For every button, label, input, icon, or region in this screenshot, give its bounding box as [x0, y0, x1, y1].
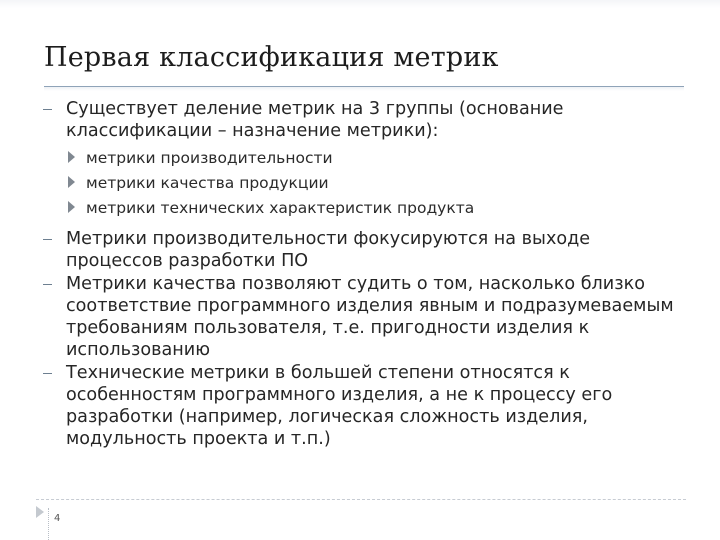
dash-bullet-icon [43, 373, 52, 374]
slide-body [43, 98, 683, 450]
triangle-bullet-icon [68, 201, 75, 213]
sub-bullet-text: метрики технических характеристик продукта [86, 199, 475, 217]
dash-bullet-icon [43, 109, 52, 110]
bullet-text: Существует деление метрик на 3 группы (основание классификации – назначение метрики): [66, 99, 564, 141]
bullet-text: Метрики качества позволяют судить о том, насколько близко соответствие программного изделия явным и подразумеваемым требованиям пользователя, т.е. пригодности изделия к использованию [66, 274, 674, 360]
footer-vertical-rule [48, 508, 49, 540]
sub-bullet-item [66, 171, 683, 196]
slide-title: Первая классификация метрик [44, 42, 499, 73]
footer-divider [36, 499, 686, 500]
footer-arrow-icon [36, 506, 44, 518]
sub-bullet-item [66, 146, 683, 171]
sub-bullet-text: метрики производительности [86, 149, 333, 167]
bullet-item-quality [43, 273, 683, 361]
bullet-item-technical [43, 362, 683, 450]
bullet-text: Технические метрики в большей степени относятся к особенностям программного изделия, а не к процессу его разработки (например, логическая сложность изделия, модульность проекта и т.п.) [66, 363, 613, 449]
sub-bullet-text: метрики качества продукции [86, 174, 329, 192]
dash-bullet-icon [43, 239, 52, 240]
triangle-bullet-icon [68, 151, 75, 163]
triangle-bullet-icon [68, 176, 75, 188]
title-divider-shadow [44, 87, 684, 91]
sub-bullet-item [66, 196, 683, 221]
sub-bullet-list [66, 146, 683, 221]
dash-bullet-icon [43, 284, 52, 285]
bullet-item-productivity [43, 228, 683, 272]
page-number: 4 [54, 513, 61, 524]
slide-top-band [0, 0, 720, 8]
bullet-text: Метрики производительности фокусируются на выходе процессов разработки ПО [66, 229, 591, 271]
bullet-item-classification [43, 98, 683, 221]
